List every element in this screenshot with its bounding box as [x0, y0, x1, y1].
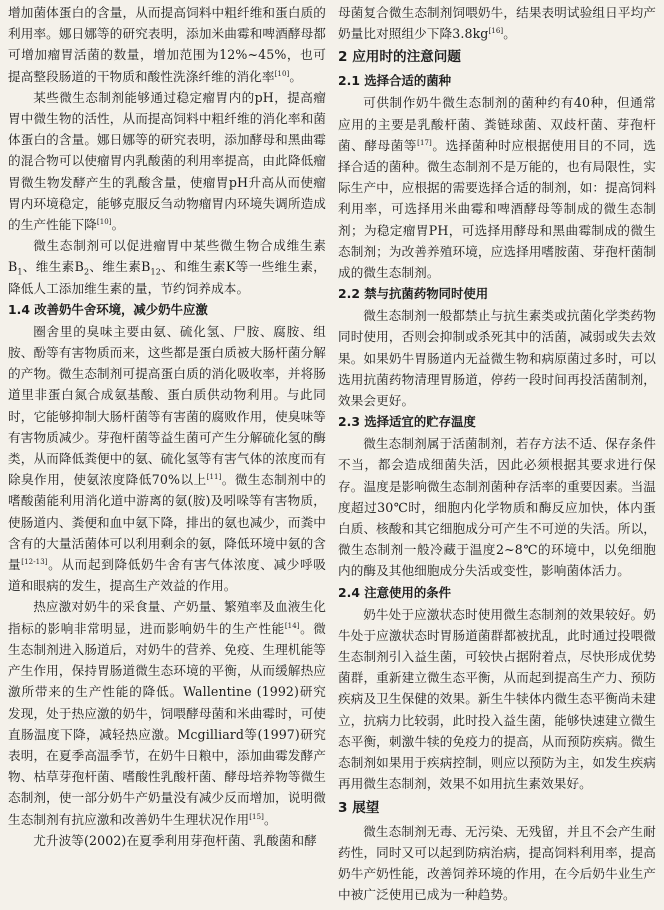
citation: [10] [274, 69, 290, 78]
paragraph: 微生态制剂一般都禁止与抗生素类或抗菌化学类药物同时使用，否则会抑制或杀死其中的活菌，减弱或失去效果。如果奶牛胃肠道内无益微生物和病原菌过多时，可以选用抗菌药物清理胃肠道，停药一段时间再投活菌制剂，效果会更好。 [338, 308, 656, 409]
citation: [10] [96, 217, 112, 226]
section-heading-2-4: 2.4 注意使用的条件 [338, 584, 451, 600]
paragraph: 母菌复合微生态制剂饲喂奶牛，结果表明试验组日平均产奶量比对照组少下降3.8kg[16]。 [338, 5, 656, 42]
citation: [17] [417, 138, 432, 147]
section-heading-2-2: 2.2 禁与抗菌药物同时使用 [338, 286, 489, 302]
paragraph: 奶牛处于应激状态时使用微生态制剂的效果较好。奶牛处于应激状态时胃肠道菌群都被扰乱，此时通过投喂微生态制剂引入益生菌，可较快占据附着点，尽快形成优势菌群，重新建立微生态平衡，从而起到提高生产力、预防疾病及卫生保健的效果。新生牛犊体内微生态平衡尚未建立，抗病力比较弱，此时投入益生菌，能够快速建立微生态平衡，刺激牛犊的免疫力的提高，从而预防疾病。微生态制剂如果用于疾病控制，则应以预防为主，如发生疾病再用微生态制剂，效果不如用抗生素效果好。 [338, 606, 656, 792]
paragraph: 可供制作奶牛微生态制剂的菌种约有40种，但通常应用的主要是乳酸杆菌、粪链球菌、双歧杆菌、芽孢杆菌、酵母菌等[17]。选择菌种时应根据使用目的不同，选择合适的菌种。微生态制剂不是万能的，也有局限性，实际生产中，应根据的需要选择合适的制剂，如：提高饲料利用率，可选择用米曲霉和啤酒酵母等制成的微生态制剂；为稳定瘤胃PH，可选择用酵母和黑曲霉制成的微生态制剂；为改善养殖环境，应选择用嗜胺菌、芽孢杆菌制成的微生态制剂。 [338, 95, 656, 281]
citation: [11] [206, 473, 222, 482]
section-heading-3: 3 展望 [338, 799, 380, 816]
paragraph: 某些微生态制剂能够通过稳定瘤胃内的pH，提高瘤胃中微生物的活性，从而提高饲料中粗纤维的消化率和菌体蛋白的含量。娜日娜等的研究表明，添加酵母和黑曲霉的混合物可以使瘤胃内乳酸菌的利用率提高，由此降低瘤胃微生物发酵产生的乳酸含量，使瘤胃pH升高从而使瘤胃内环境稳定，能够克服反刍动物瘤胃内环境失调所造成的生产性能下降[10]。 [8, 89, 326, 233]
section-heading-1-4: 1.4 改善奶牛舍环境，减少奶牛应激 [8, 301, 208, 317]
section-heading-2-1: 2.1 选择合适的菌种 [338, 73, 451, 89]
left-column [8, 2, 326, 910]
citation: [15] [249, 812, 264, 821]
citation: [14] [284, 621, 300, 630]
paragraph: 微生态制剂无毒、无污染、无残留，并且不会产生耐药性，同时又可以起到防病治病，提高饲料利用率，提高奶牛产奶性能，改善饲养环境的作用，在今后奶牛业生产中被广泛使用已成为一种趋势。 [338, 823, 656, 903]
section-heading-2: 2 应用时的注意问题 [338, 49, 461, 66]
citation: [12-13] [21, 557, 48, 566]
citation: [16] [488, 27, 504, 36]
paragraph: 尤升波等(2002)在夏季利用芽孢杆菌、乳酸菌和酵 [33, 832, 317, 848]
section-heading-2-3: 2.3 选择适宜的贮存温度 [338, 414, 476, 430]
paragraph: 增加菌体蛋白的含量，从而提高饲料中粗纤维和蛋白质的利用率。娜日娜等的研究表明，添加米曲霉和啤酒酵母都可增加瘤胃活菌的数量，增加范围为12%~45%，也可提高整段肠道的干物质和酸性洗涤纤维的消化率[10]。 [8, 5, 326, 84]
right-column [338, 2, 656, 910]
paragraph: 圈舍里的臭味主要由氨、硫化氢、尸胺、腐胺、组胺、酚等有害物质而来，这些都是蛋白质被大肠杆菌分解的产物。微生态制剂可提高蛋白质的消化吸收率，并将肠道里非蛋白氮合成氨基酸、蛋白质供动物利用。与此同时，它能够抑制大肠杆菌等有害菌的腐败作用，使臭味等有害物质减少。芽孢杆菌等益生菌可产生分解硫化氢的酶类，从而降低粪便中的氨、硫化氢等有害气体的浓度而有除臭作用，使氨浓度降低70%以上[11]。微生态制剂中的嗜酸菌能利用消化道中游离的氨(胺)及吲哚等有害物质，使肠道内、粪便和血中氨下降，排出的氨也减少，而粪中含有的大量活菌体可以利用剩余的氨，降低环境中氨的含量[12-13]。从而起到降低奶牛舍有害气体浓度、减少呼吸道和眼病的发生，提高生产效益的作用。 [8, 323, 326, 594]
paragraph: 热应激对奶牛的采食量、产奶量、繁殖率及血液生化指标的影响非常明显，进而影响奶牛的生产性能[14]。微生态制剂进入肠道后，对奶牛的营养、免疫、生理机能等产生作用，保持胃肠道微生态环境的平衡，从而缓解热应激所带来的生产性能的降低。Wallentine (1992)研究发现，处于热应激的奶牛，饲喂酵母菌和米曲霉时，可使直肠温度下降，减轻热应激。Mcgilliard等(1997)研究表明，在夏季高温季节，在奶牛日粮中，添加曲霉发酵产物、枯草芽孢杆菌、嗜酸性乳酸杆菌、酵母培养物等微生态制剂，使一部分奶牛产奶量没有减少反而增加，说明微生态制剂有抗应激和改善奶牛生理状况作用[15]。 [8, 599, 326, 827]
paragraph: 微生态制剂属于活菌制剂，若存方法不适、保存条件不当，都会造成细菌失活，因此必须根据其要求进行保存。温度是影响微生态制剂菌种存活率的重要因素。当温度超过30℃时，细胞内化学物质和酶反应加快，体内蛋白质、核酸和其它细胞成分可产生不可逆的失活。所以，微生态制剂一般冷藏于温度2~8℃的环境中，以免细胞内的酶及其他细胞成分失活或变性，影响菌体活力。 [338, 436, 656, 579]
paragraph: 微生态制剂可以促进瘤胃中某些微生物合成维生素$B_1$、维生素$B_2$、维生素$B_{12}$、和维生素K等一些维生素，降低人工添加维生素的量，节约饲养成本。 [8, 238, 326, 296]
